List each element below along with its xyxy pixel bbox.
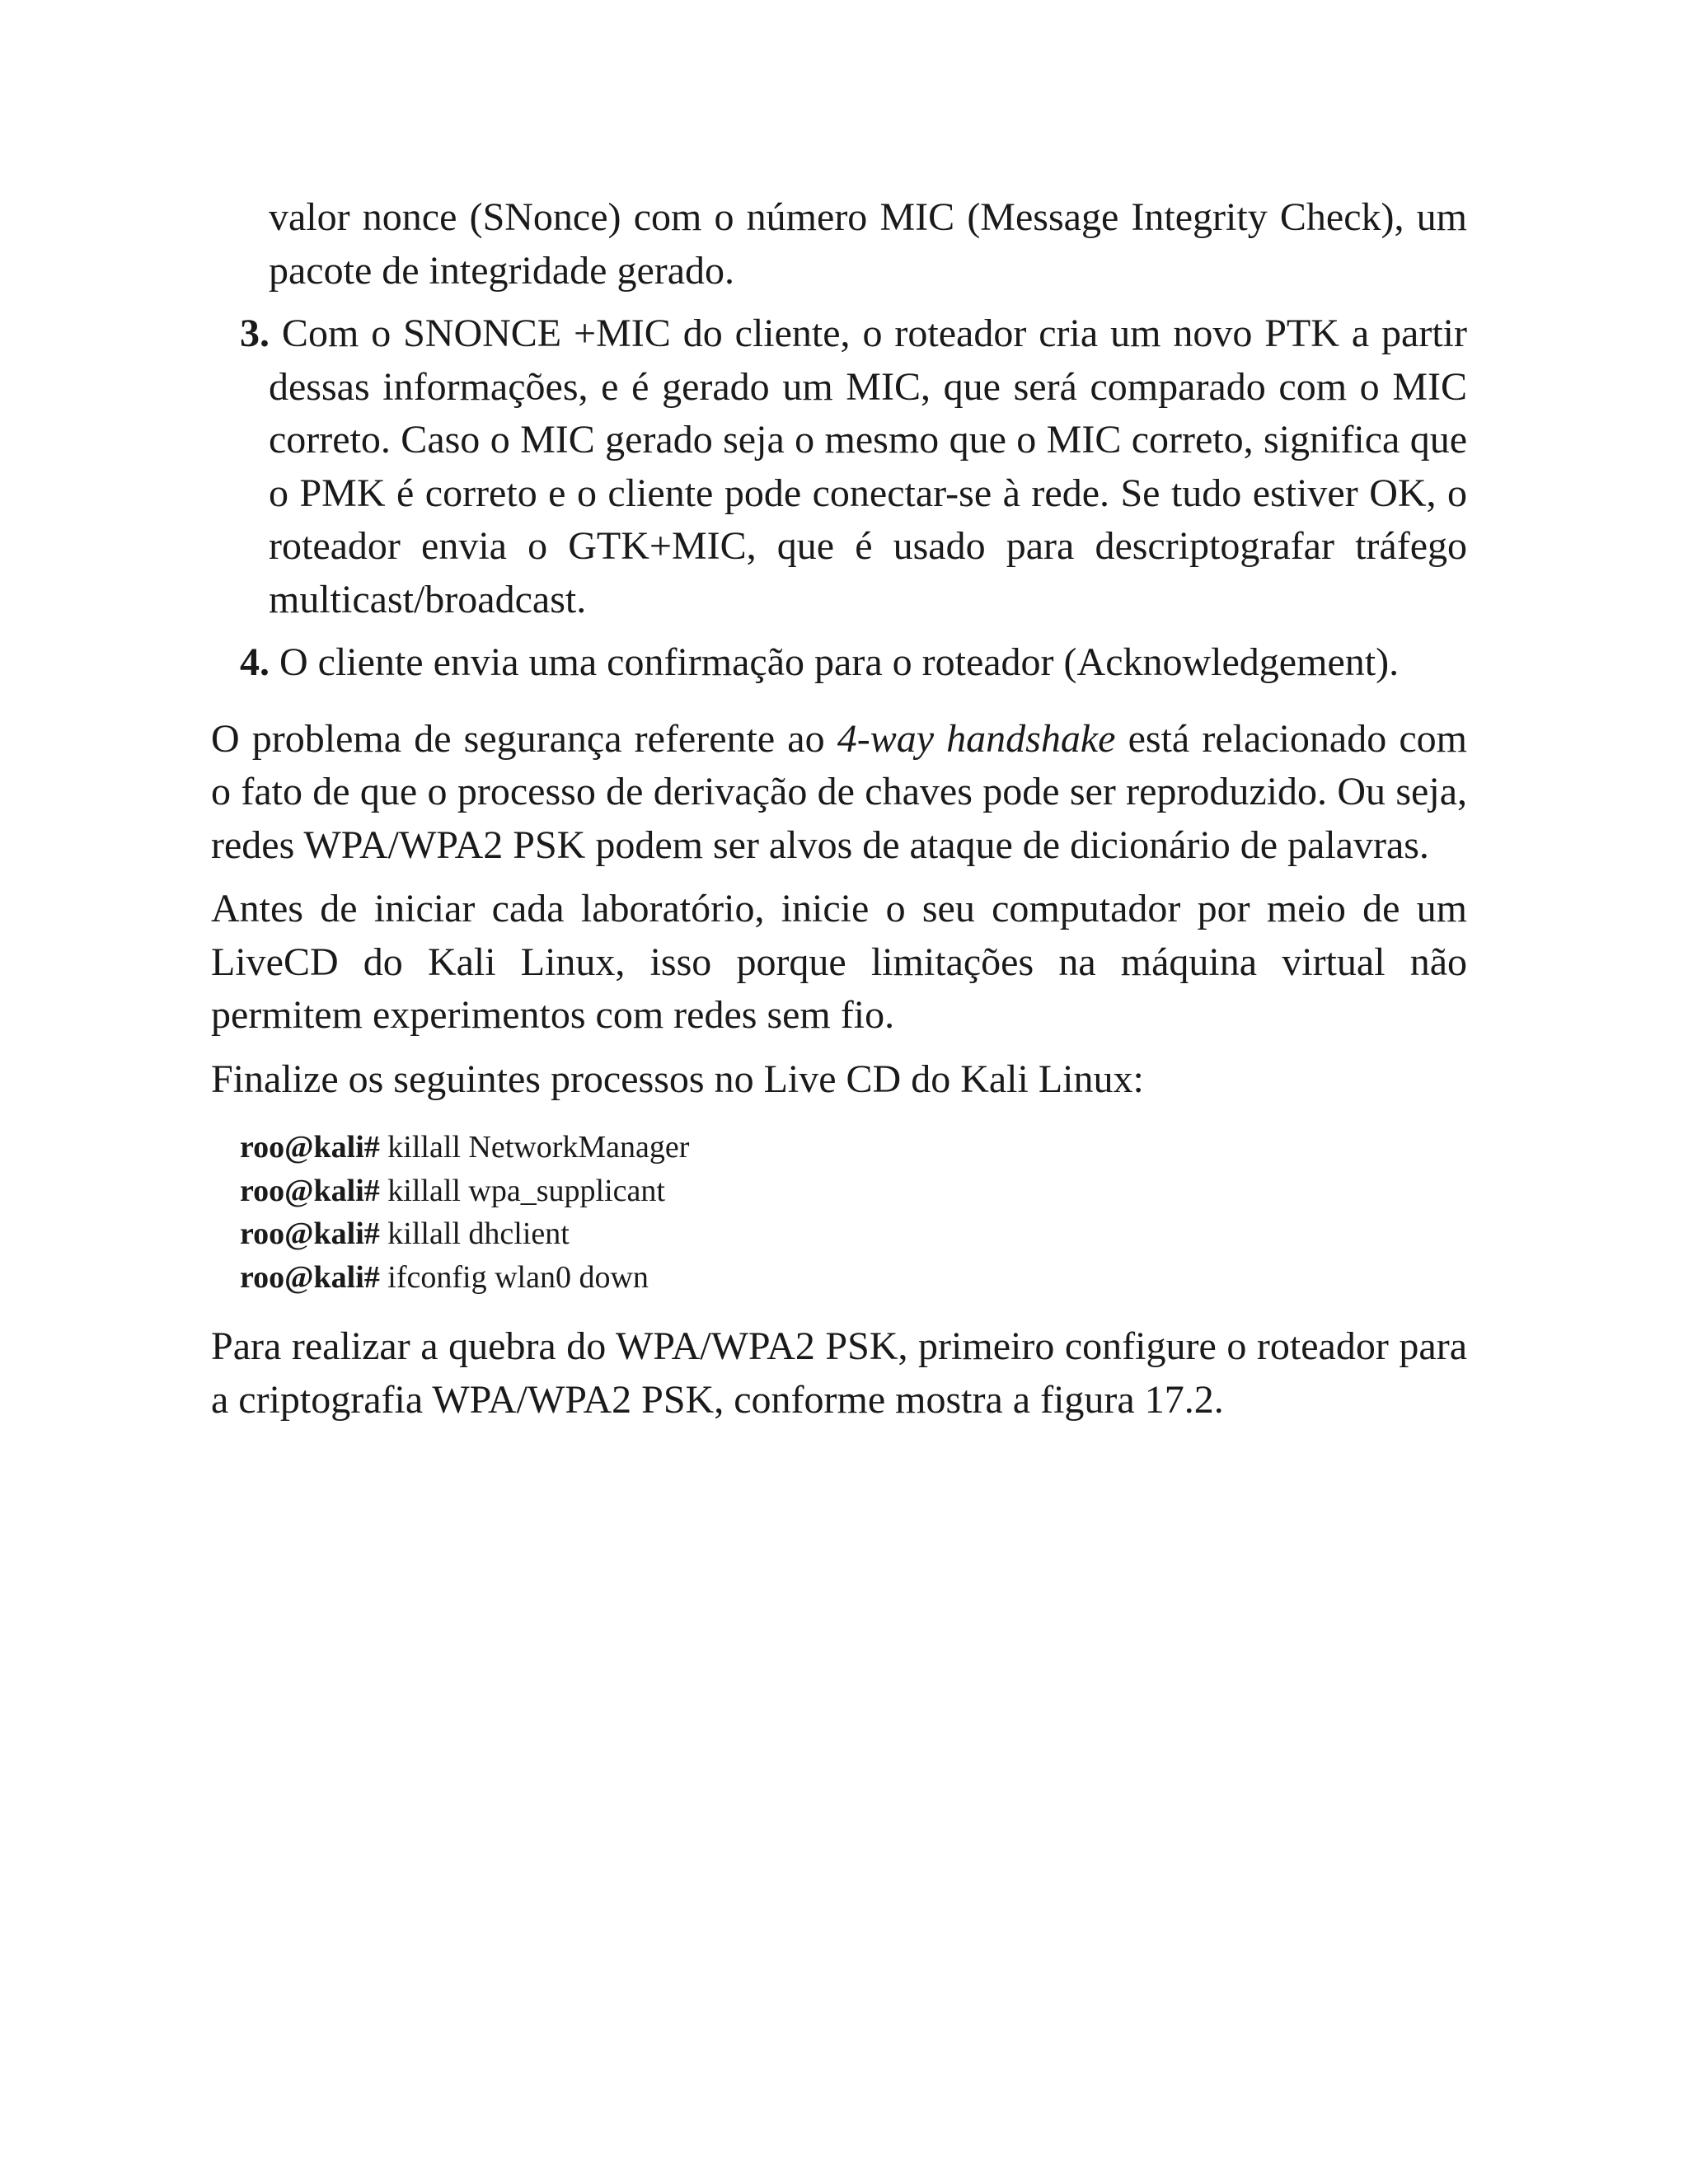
command-text: killall NetworkManager [379, 1130, 690, 1165]
paragraph-security [211, 713, 1467, 873]
paragraph-finalize: Finalize os seguintes processos no Live CD do Kali Linux: [211, 1057, 1144, 1101]
page-content [211, 191, 1467, 1427]
command-text: ifconfig wlan0 down [379, 1259, 649, 1295]
command-prompt: roo@kali# [240, 1173, 380, 1208]
list-item-4 [240, 636, 1467, 690]
list-number-4: 4. [240, 640, 270, 684]
command-line-3 [240, 1212, 1467, 1256]
command-line-4 [240, 1256, 1467, 1300]
list-text-3: Com o SNONCE +MIC do cliente, o roteador cria um novo PTK a partir dessas informações, e é gerado um MIC, que será comparado com o MIC correto. Caso o MIC gerado seja o mesmo que o MIC correto, significa que o PMK é correto e o cliente pode conectar-se à rede. Se tudo estiver OK, o roteador envia o GTK+MIC, que é usado para descriptografar tráfego multicast/broadcast. [269, 312, 1468, 621]
command-line-2 [240, 1169, 1467, 1213]
list-text-4: O cliente envia uma confirmação para o roteador (Acknowledgement). [279, 640, 1400, 684]
command-text: killall dhclient [379, 1216, 570, 1251]
command-block [240, 1126, 1467, 1299]
command-prompt: roo@kali# [240, 1130, 380, 1165]
command-text: killall wpa_supplicant [379, 1173, 665, 1208]
list-item-continuation: valor nonce (SNonce) com o número MIC (Message Integrity Check), um pacote de integridade gerado. [269, 195, 1467, 293]
paragraph-security-before: O problema de segurança referente ao [211, 716, 837, 761]
command-line-1 [240, 1126, 1467, 1169]
paragraph-lab: Antes de iniciar cada laboratório, inicie o seu computador por meio de um LiveCD do Kali Linux, isso porque limitações na máquina virtual não permitem experimentos com redes sem fio. [211, 887, 1467, 1037]
paragraph-security-after: está relacionado com o fato de que o processo de derivação de chaves pode ser reproduzido. Ou seja, redes WPA/WPA2 PSK podem ser alvos de ataque de dicionário de palavras. [211, 716, 1468, 867]
list-number-3: 3. [240, 312, 270, 355]
paragraph-security-emphasis: 4-way handshake [837, 716, 1116, 761]
command-prompt: roo@kali# [240, 1259, 380, 1295]
paragraph-final: Para realizar a quebra do WPA/WPA2 PSK, primeiro configure o roteador para a criptografia WPA/WPA2 PSK, conforme mostra a figura 17.2. [211, 1324, 1467, 1422]
command-prompt: roo@kali# [240, 1216, 380, 1251]
list-item-3 [240, 307, 1467, 626]
